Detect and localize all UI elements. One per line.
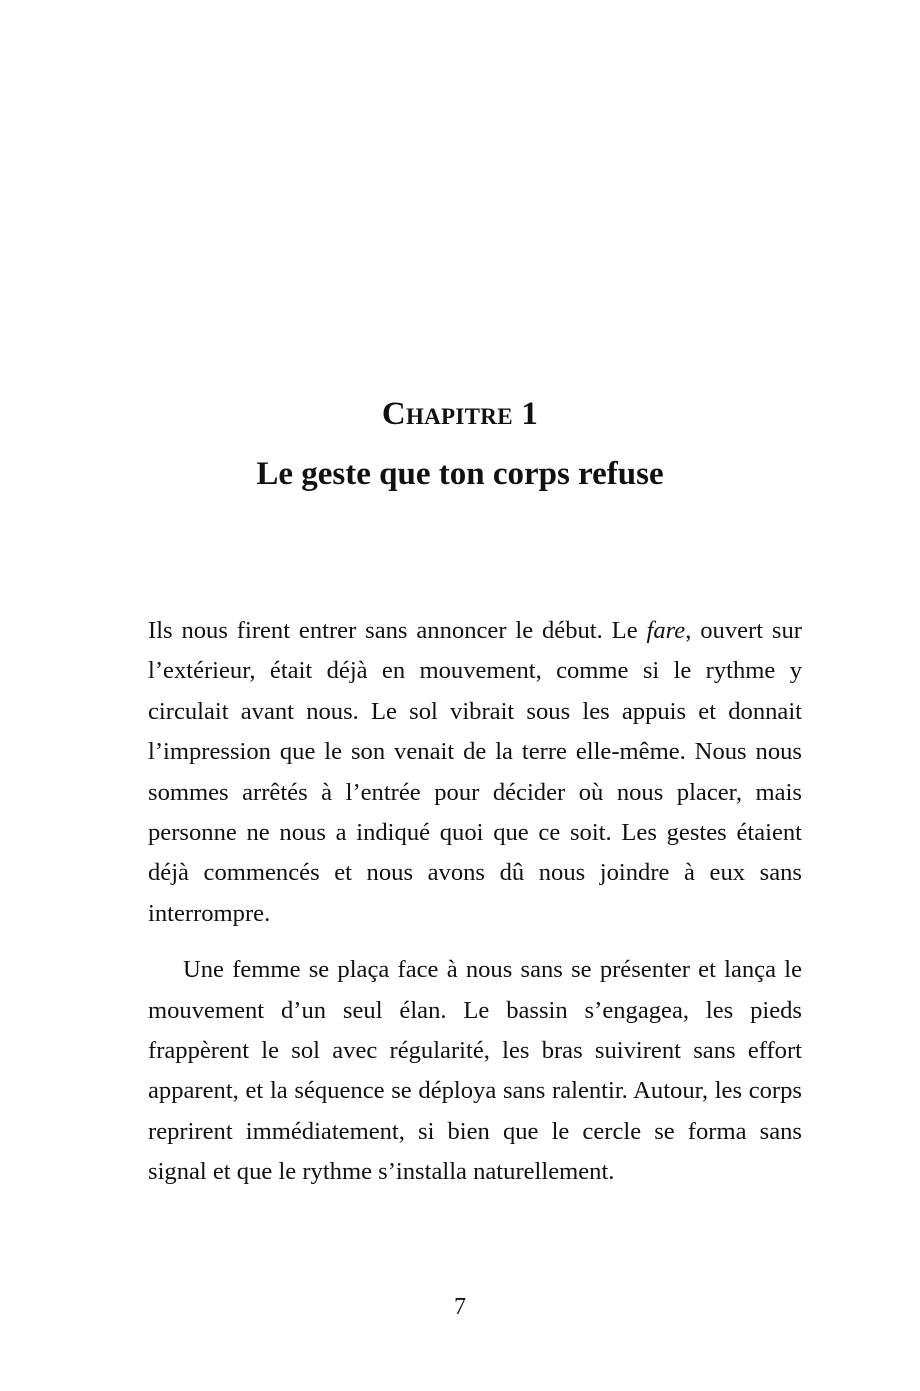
chapter-title: Le geste que ton corps refuse [256, 456, 664, 492]
body-text [148, 611, 802, 1193]
paragraph-1-italic-term: fare [646, 617, 686, 644]
chapter-label: Chapitre 1 [381, 396, 539, 432]
page-number: 7 [454, 1294, 466, 1320]
paragraph-1 [148, 611, 802, 934]
paragraph-2: Une femme se plaça face à nous sans se présenter et lança le mouvement d’un seul élan. Le bassin s’engagea, les pieds frappèrent le sol avec régularité, les bras suivirent sans effort apparent, et la séquence se déploya sans ralentir. Autour, les corps reprirent immédiatement, si bien que le cercle se forma sans signal et que le rythme s’installa naturellement. [148, 956, 802, 1186]
chapter-heading [0, 392, 920, 496]
paragraph-1-text-start: Ils nous firent entrer sans annoncer le début. Le [148, 617, 647, 644]
paragraph-1-text-end: , ouvert sur l’extérieur, était déjà en mouvement, comme si le rythme y circulait avant nous. Le sol vibrait sous les appuis et donnait l’impression que le son venait de la terre elle-même. Nous nous sommes arrêtés à l’entrée pour décider où nous placer, mais personne ne nous a indiqué quoi que ce soit. Les gestes étaient déjà commencés et nous avons dû nous joindre à eux sans interrompre. [148, 617, 802, 927]
